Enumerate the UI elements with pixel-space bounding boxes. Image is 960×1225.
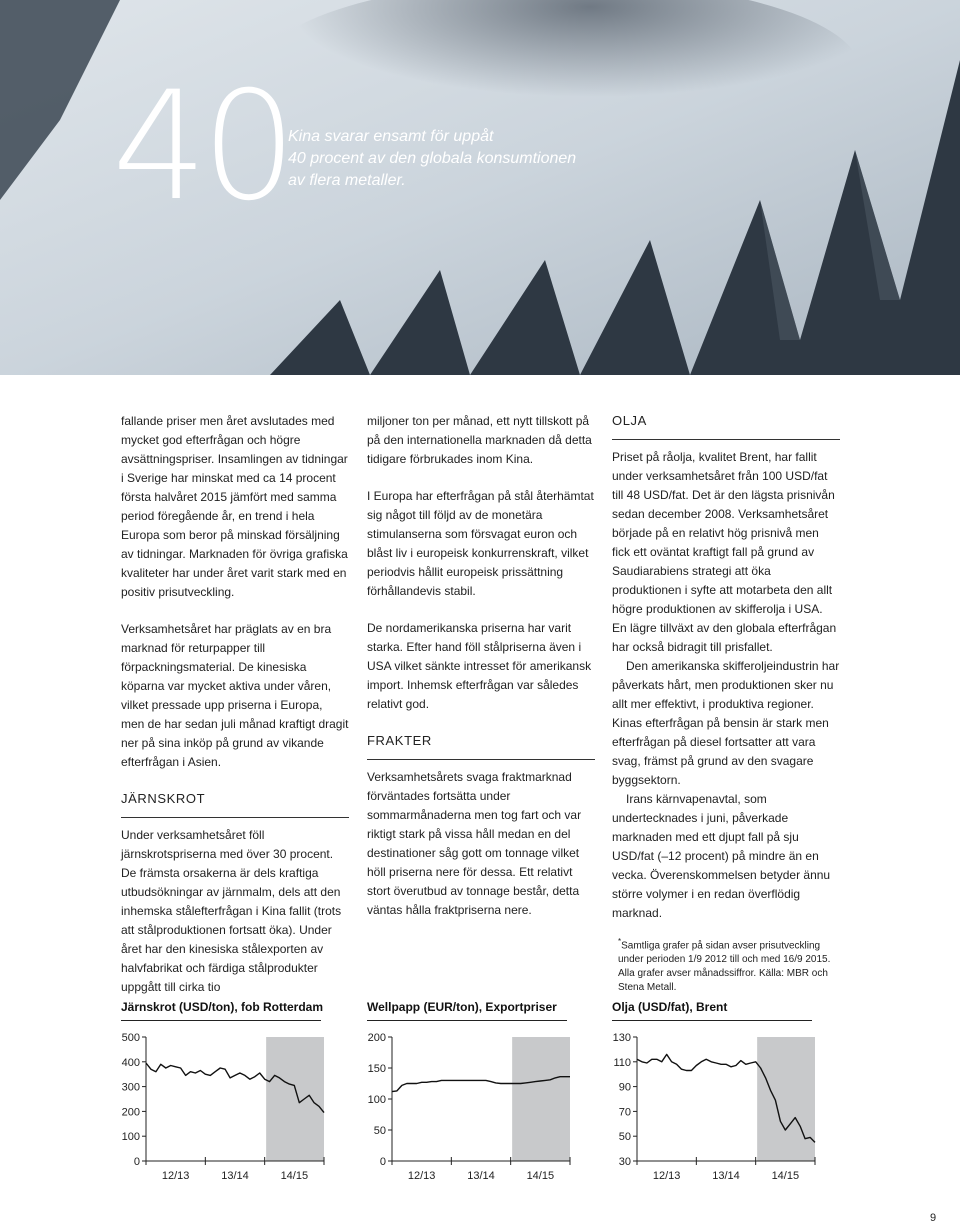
x-tick-label: 13/14 [467, 1170, 495, 1182]
y-tick-label: 110 [613, 1056, 631, 1069]
hero-caption-line: 40 procent av den globala konsumtionen [288, 150, 577, 167]
hero-caption-line: Kina svarar ensamt för uppåt [288, 128, 494, 145]
text-column-1 [121, 412, 349, 997]
chart-title: Wellpapp (EUR/ton), Exportpriser [367, 1000, 557, 1014]
chart-plot [121, 1020, 331, 1190]
paragraph: I Europa har efterfrågan på stål återhämtat sig något till följd av de monetära stimulanserna som försvagat euron och blåst liv i europeisk konkurrenskraft, vilket periodvis hållit europeisk prissättning förhållandevis stabil. [367, 489, 594, 598]
y-tick-label: 200 [121, 1106, 140, 1119]
x-tick-label: 14/15 [771, 1170, 800, 1182]
y-tick-label: 400 [121, 1056, 140, 1069]
chart-title: Järnskrot (USD/ton), fob Rotterdam [121, 1000, 324, 1014]
highlight-period [512, 1037, 570, 1161]
section-heading-olja: OLJA [612, 413, 647, 428]
hero-caption-line: av flera metaller. [288, 172, 406, 189]
y-tick-label: 100 [367, 1094, 386, 1106]
heading-rule [612, 439, 840, 440]
x-tick-label: 13/14 [221, 1170, 249, 1182]
heading-rule [121, 817, 349, 818]
paragraph: miljoner ton per månad, ett nytt tillskott på på den internationella marknaden då detta tidigare förbrukades inom Kina. [367, 414, 592, 466]
y-tick-label: 50 [618, 1131, 631, 1144]
paragraph: De nordamerikanska priserna har varit starka. Efter hand föll stålpriserna även i USA vilket sänkte intresset för amerikansk import. Inhemsk efterfrågan var således relativt god. [367, 621, 592, 711]
x-tick-label: 14/15 [526, 1170, 555, 1182]
hero-big-number: 40 [112, 60, 291, 234]
paragraph: fallande priser men året avslutades med mycket god efterfrågan och högre avsättningspriser. Insamlingen av tidningar i Sverige har minskat med ca 14 procent första halvåret 2015 jämfört med samma period föregående år, en trend i hela Europa som beror på minskad försäljning av tidningar. Marknaden för övriga grafiska kvaliteter har under året varit stark med en positiv prisutveckling. [121, 414, 348, 599]
y-tick-label: 100 [121, 1131, 140, 1144]
y-tick-label: 0 [133, 1156, 140, 1168]
chart-plot [612, 1020, 822, 1190]
x-tick-label: 12/13 [407, 1170, 436, 1182]
chart-plot [367, 1020, 577, 1190]
page-number: 9 [930, 1212, 937, 1224]
y-tick-label: 50 [373, 1125, 386, 1137]
paragraph: Irans kärnvapenavtal, som undertecknades i juni, påverkade marknaden med ett djupt fall på sju USD/fat (–12 procent) på mindre än en vecka. Överenskommelsen betyder ännu större volymer i en redan överflödig marknad. [612, 792, 831, 920]
y-tick-label: 130 [612, 1032, 631, 1044]
y-tick-label: 200 [367, 1032, 386, 1044]
text-column-2 [367, 412, 595, 920]
x-tick-label: 14/15 [280, 1170, 309, 1182]
chart-title: Olja (USD/fat), Brent [612, 1000, 728, 1014]
hero-photo [0, 0, 960, 375]
y-tick-label: 300 [121, 1081, 140, 1094]
chart-wellpapp [367, 1000, 577, 1190]
footnote-text: Samtliga grafer på sidan avser prisutveckling under perioden 1/9 2012 till och med 16/9 2015. Alla grafer avser månadssiffror. Källa: MBR och Stena Metall. [618, 940, 831, 994]
section-heading-frakter: FRAKTER [367, 733, 432, 748]
x-tick-label: 12/13 [161, 1170, 190, 1182]
chart-olja [612, 1000, 822, 1190]
y-tick-label: 0 [379, 1156, 386, 1168]
paragraph: Verksamhetsåret har präglats av en bra marknad för returpapper till förpackningsmaterial. De kinesiska köparna var mycket aktiva under våren, vilket pressade upp priserna i Europa, men de har sedan juli månad kraftigt dragit ner på sina inköp på grund av vikande efterfrågan i Asien. [121, 622, 349, 769]
paragraph: Priset på råolja, kvalitet Brent, har fallit under verksamhetsåret från 100 USD/fat till 48 USD/fat. Det är den lägsta prisnivån sedan december 2008. Verksamhetsåret började på en relativt hög prisnivå men fick ett oväntat kraftigt fall på grund av Saudiarabiens strategi att öka produktionen i syfte att motarbeta den allt högre produktionen av skifferolja i USA. En lägre tillväxt av den globala efterfrågan har också bidragit till prisfallet. [612, 450, 837, 654]
hero-caption [288, 126, 608, 192]
chart-jarnskrot [121, 1000, 331, 1190]
x-tick-label: 12/13 [652, 1170, 681, 1182]
y-tick-label: 70 [618, 1106, 631, 1119]
x-tick-label: 13/14 [712, 1170, 740, 1182]
footnote-mark: * [618, 937, 622, 946]
text-column-3 [612, 412, 840, 995]
y-tick-label: 30 [618, 1156, 631, 1168]
footnote [612, 935, 840, 995]
y-tick-label: 500 [121, 1032, 140, 1044]
paragraph: Under verksamhetsåret föll järnskrotspriserna med över 30 procent. De främsta orsakerna är dels kraftiga utbudsökningar av järnmalm, dels att den inhemska stålefterfrågan i Kina fallit (trots att stålproduktionen fortsatt öka). Under året har den kinesiska stålexporten av halvfabrikat och färdiga stålprodukter uppgått till cirka tio [121, 828, 342, 994]
y-tick-label: 150 [367, 1063, 386, 1075]
paragraph: Den amerikanska skifferoljeindustrin har påverkats hårt, men produktionen sker nu allt mer effektivt, i produktiva regioner. Kinas efterfrågan på bensin är stark men efterfrågan på diesel fortsatter att vara svag, främst på grund av den svagare byggsektorn. [612, 659, 840, 787]
y-tick-label: 90 [618, 1081, 631, 1094]
highlight-period [757, 1037, 815, 1161]
heading-rule [367, 759, 595, 760]
section-heading-jarnskrot: JÄRNSKROT [121, 791, 206, 806]
paragraph: Verksamhetsårets svaga fraktmarknad förväntades fortsätta under sommarmånaderna men tog fart och var riktigt stark på vissa håll medan en del destinationer såg gott om tonnage vilket höll priserna nere för dessa. Ett relativt stort överutbud av tonnage består, detta väntas hålla fraktpriserna nere. [367, 770, 582, 917]
highlight-period [266, 1037, 324, 1161]
